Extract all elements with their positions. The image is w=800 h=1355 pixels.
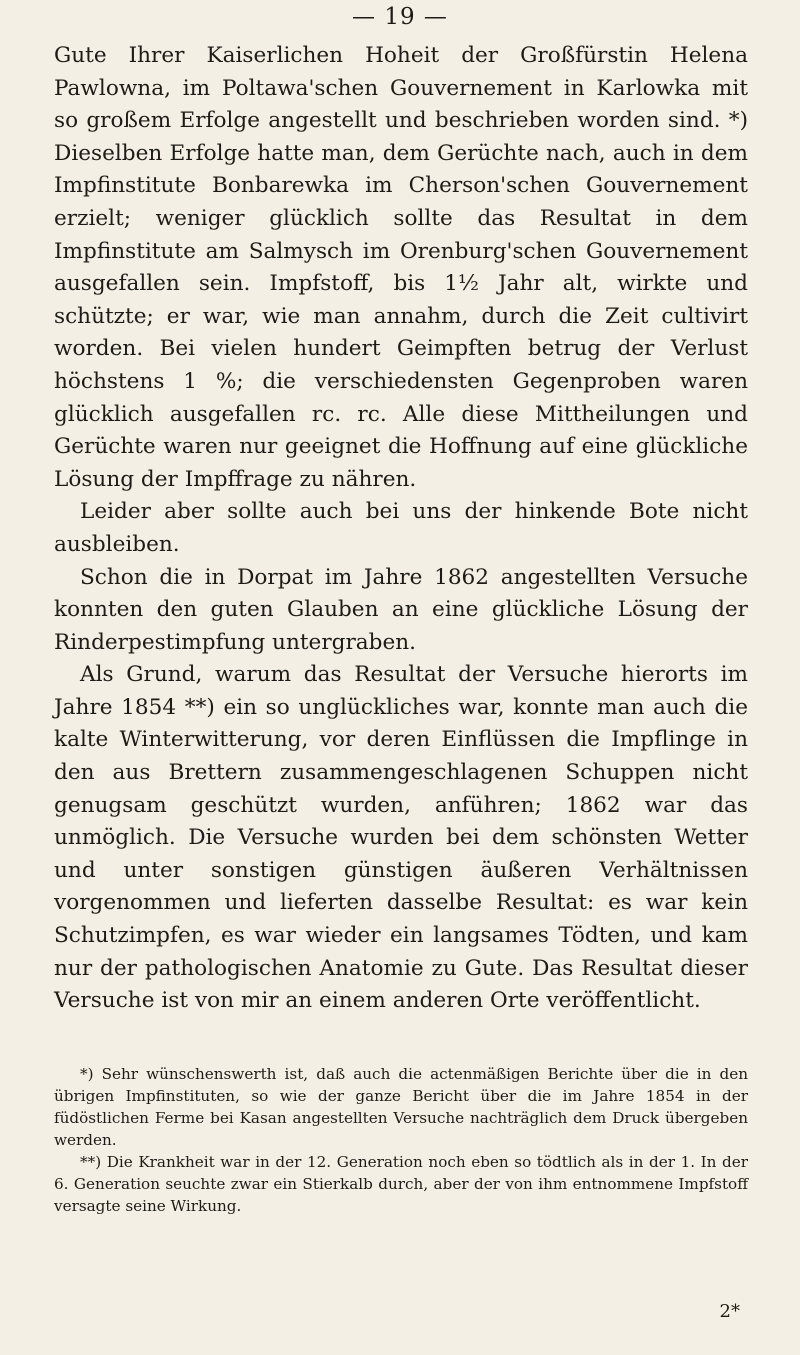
main-text — [54, 40, 748, 1018]
signature-mark: 2* — [719, 1301, 740, 1322]
paragraph-4: Als Grund, warum das Resultat der Versuche hierorts im Jahre 1854 **) ein so unglückliches war, konnte man auch die kalte Winterwitterung, vor deren Einflüssen die Impflinge in den aus Brettern zusammengeschlagenen Schuppen nicht genugsam geschützt wurden, anführen; 1862 war das unmöglich. Die Versuche wurden bei dem schönsten Wetter und unter sonstigen günstigen äußeren Verhältnissen vorgenommen und lieferten dasselbe Resultat: es war kein Schutzimpfen, es war wieder ein langsames Tödten, und kam nur der pathologischen Anatomie zu Gute. Das Resultat dieser Versuche ist von mir an einem anderen Orte veröffentlicht. — [54, 662, 748, 1014]
paragraph-2: Leider aber sollte auch bei uns der hinkende Bote nicht ausbleiben. — [54, 499, 748, 557]
footnote-2: **) Die Krankheit war in der 12. Generation noch eben so tödtlich als in der 1. In der 6. Generation seuchte zwar ein Stierkalb durch, aber der von ihm entnommene Impfstoff versagte seine Wirkung. — [54, 1153, 748, 1215]
paragraph-1: Gute Ihrer Kaiserlichen Hoheit der Großfürstin Helena Pawlowna, im Poltawa'schen Gouvernement in Karlowka mit so großem Erfolge angestellt und beschrieben worden sind. *) Dieselben Erfolge hatte man, dem Gerüchte nach, auch in dem Impfinstitute Bonbarewka im Cherson'schen Gouvernement erzielt; weniger glücklich sollte das Resultat in dem Impfinstitute am Salmysch im Orenburg'schen Gouvernement ausgefallen sein. Impfstoff, bis 1½ Jahr alt, wirkte und schützte; er war, wie man annahm, durch die Zeit cultivirt worden. Bei vielen hundert Geimpften betrug der Verlust höchstens 1 %; die verschiedensten Gegenproben waren glücklich ausgefallen rc. rc. Alle diese Mittheilungen und Gerüchte waren nur geeignet die Hoffnung auf eine glückliche Lösung der Impffrage zu nähren. — [54, 43, 748, 492]
footnote-1: *) Sehr wünschenswerth ist, daß auch die actenmäßigen Berichte über die in den übrigen Impfinstituten, so wie der ganze Bericht über die im Jahre 1854 in der füdöstlichen Ferme bei Kasan angestellten Versuche nachträglich dem Druck übergeben werden. — [54, 1065, 748, 1149]
footnotes — [54, 1063, 748, 1217]
paragraph-3: Schon die in Dorpat im Jahre 1862 angestellten Versuche konnten den guten Glauben an eine glückliche Lösung der Rinderpestimpfung untergraben. — [54, 564, 748, 655]
page-number: — 19 — — [352, 4, 448, 30]
